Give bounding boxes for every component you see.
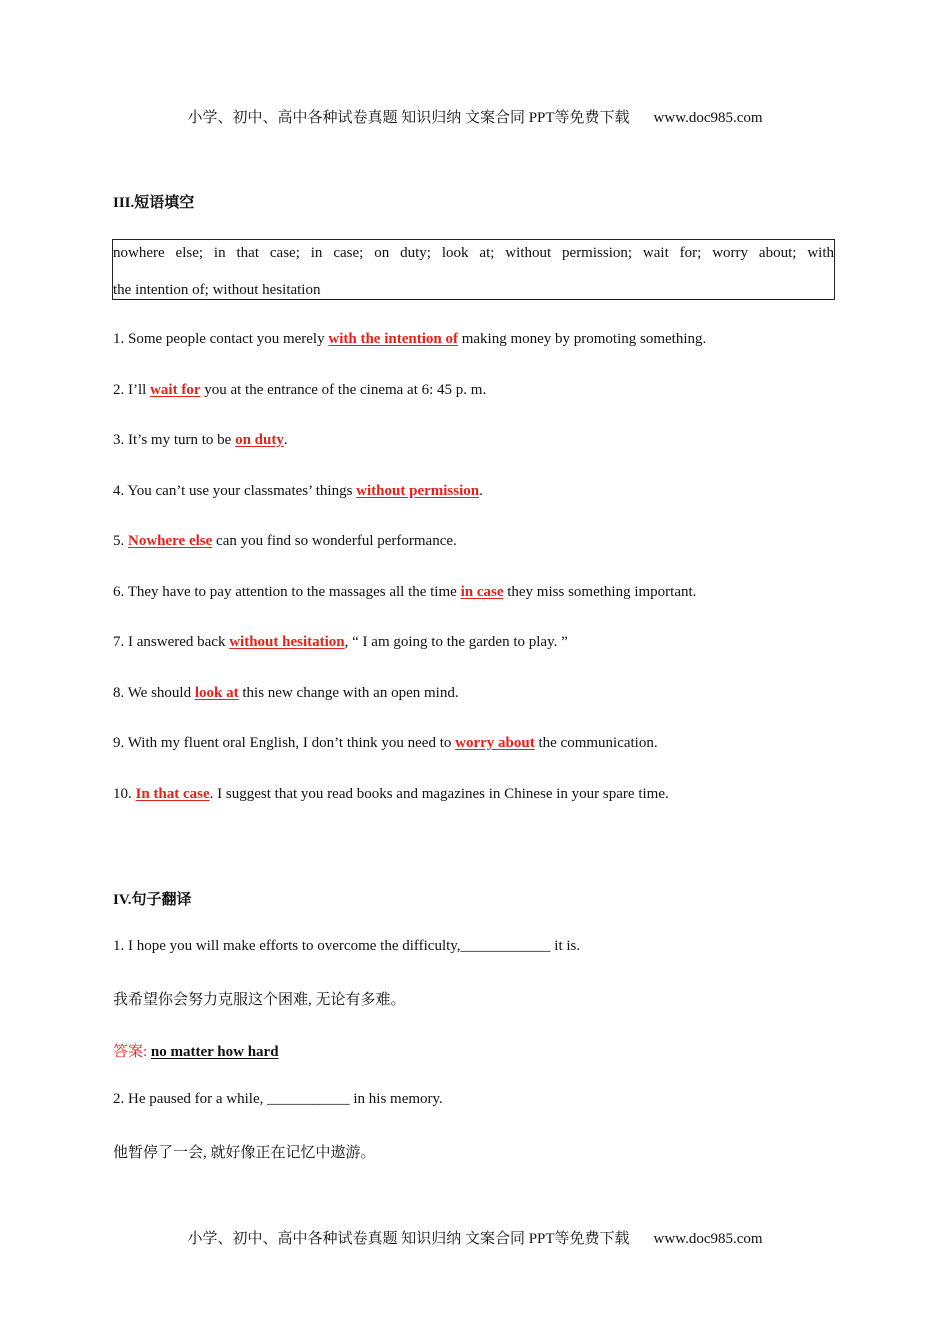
footer-text: 小学、初中、高中各种试卷真题 知识归纳 文案合同 PPT等免费下载 xyxy=(187,1231,630,1247)
translation-chinese-2: 他暂停了一会, 就好像正在记忆中遨游。 xyxy=(113,1145,376,1161)
question-text: they miss something important. xyxy=(503,584,697,600)
question-text: 10. xyxy=(113,786,136,802)
question-text: you at the entrance of the cinema at 6: 45 p. m. xyxy=(200,382,487,398)
question-text: 8. We should xyxy=(113,685,195,701)
answer-text: In that case xyxy=(135,786,210,802)
question-text: . xyxy=(479,483,483,499)
page-header xyxy=(0,106,950,127)
question-text: 3. It’s my turn to be xyxy=(113,432,236,448)
question-text: 6. They have to pay attention to the massages all the time xyxy=(113,584,461,600)
question-text: , “ I am going to the garden to play. ” xyxy=(344,634,568,650)
question-text: 2. I’ll xyxy=(113,382,151,398)
answer-text: with the intention of xyxy=(328,331,458,347)
answer-text: Nowhere else xyxy=(128,533,213,549)
answer-line-1 xyxy=(113,1040,279,1061)
question-text: 7. I answered back xyxy=(113,634,230,650)
footer-site-link[interactable]: www.doc985.com xyxy=(653,1231,763,1247)
question-text: 4. You can’t use your classmates’ things xyxy=(113,483,357,499)
question-text: this new change with an open mind. xyxy=(238,685,459,701)
question-item xyxy=(113,533,457,550)
page-footer xyxy=(0,1227,950,1248)
answer-text: look at xyxy=(194,685,239,701)
question-text: . xyxy=(283,432,288,448)
question-item xyxy=(113,685,459,702)
header-text: 小学、初中、高中各种试卷真题 知识归纳 文案合同 PPT等免费下载 xyxy=(187,110,630,126)
answer-text: wait for xyxy=(150,382,201,398)
question-item xyxy=(113,432,288,449)
question-text: can you find so wonderful performance. xyxy=(212,533,457,549)
question-item xyxy=(113,483,483,500)
answer-text: worry about xyxy=(455,735,535,751)
section-3-title: III.短语填空 xyxy=(113,195,195,211)
question-item xyxy=(113,331,706,348)
question-item xyxy=(113,786,669,803)
answer-text: without permission xyxy=(356,483,480,499)
question-item xyxy=(113,735,658,752)
answer-text: in case xyxy=(460,584,504,600)
answer-text: no matter how hard xyxy=(150,1044,279,1060)
question-text: making money by promoting something. xyxy=(457,331,707,347)
translation-question-2: 2. He paused for a while, ___________ in his memory. xyxy=(113,1091,443,1107)
question-item xyxy=(113,382,486,399)
header-site-link[interactable]: www.doc985.com xyxy=(653,110,763,126)
question-item xyxy=(113,584,696,601)
answer-text: without hesitation xyxy=(229,634,345,650)
translation-question-1: 1. I hope you will make efforts to overcome the difficulty,____________ it is. xyxy=(113,938,581,954)
question-text: 9. With my fluent oral English, I don’t think you need to xyxy=(113,735,456,751)
word-box xyxy=(112,239,835,300)
question-text: 1. Some people contact you merely xyxy=(113,331,329,347)
question-text: . I suggest that you read books and magazines in Chinese in your spare time. xyxy=(209,786,669,802)
word-box-line-1: nowhere else; in that case; in case; on duty; look at; without permission; wait for; worry about; with xyxy=(113,245,834,261)
word-box-line-2: the intention of; without hesitation xyxy=(113,282,321,298)
answer-label: 答案: xyxy=(113,1044,148,1060)
question-text: 5. xyxy=(113,533,128,549)
translation-chinese-1: 我希望你会努力克服这个困难, 无论有多难。 xyxy=(113,992,406,1008)
question-item xyxy=(113,634,568,651)
question-text: the communication. xyxy=(534,735,658,751)
section-4-title: IV.句子翻译 xyxy=(113,892,192,908)
answer-text: on duty xyxy=(235,432,284,448)
